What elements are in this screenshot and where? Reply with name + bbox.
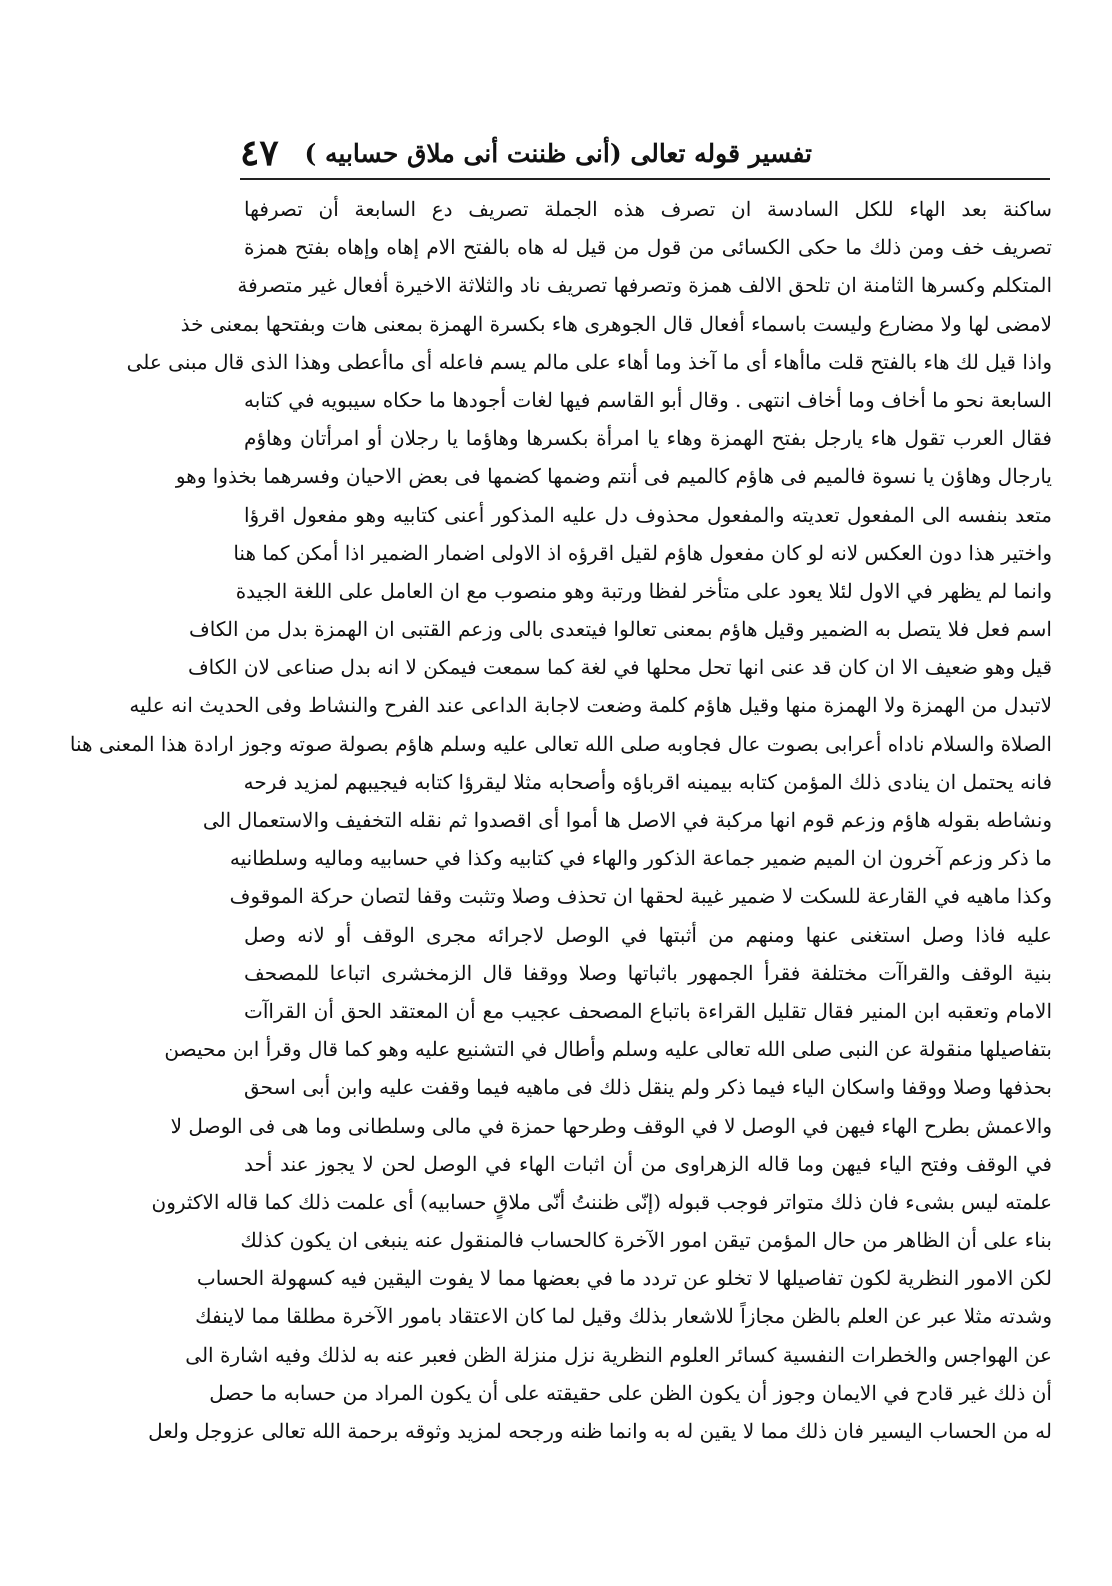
text-line: الامام وتعقبه ابن المنير فقال تقليل القراءة باتباع المصحف عجيب مع أن المعتقد الحق أن القراآت <box>244 998 1052 1023</box>
header-rule <box>240 178 1050 180</box>
text-line: له من الحساب اليسير فان ذلك مما لا يقين له به وانما ظنه ورجحه لمزيد وثوقه برحمة الله تعالى عزوجل ولعل <box>148 1419 1052 1443</box>
text-line: بنية الوقف والقراآت مختلفة فقرأ الجمهور باثباتها وصلا ووقفا قال الزمخشرى اتباعا للمصحف <box>244 960 1052 985</box>
text-line: فانه يحتمل ان ينادى ذلك المؤمن كتابه بيمينه اقرباؤه وأصحابه مثلا ليقرؤا كتابه فيجيبهم لمزيد فرحه <box>243 769 1052 794</box>
text-line: وكذا ماهيه في القارعة للسكت لا ضمير غيبة لحقها ان تحذف وصلا وتثبت وقفا لتصان حركة الموقوف <box>229 884 1052 909</box>
text-line: تصريف خف ومن ذلك ما حكى الكسائى من قول من قيل له هاه بالفتح الام إهاه وإهاه بفتح همزة <box>244 235 1052 260</box>
body-text <box>69 190 1052 1450</box>
page-number: ٤٧ <box>240 132 279 174</box>
text-line: واذا قيل لك هاء بالفتح قلت ماأهاء أى ما آخذ وما أهاء على مالم يسم فاعله أى ماأعطى وهذا الذى قال مبنى على <box>126 349 1052 374</box>
text-line: ما ذكر وزعم آخرون ان الميم ضمير جماعة الذكور والهاء في كتابيه وكذا في حسابيه وماليه وسلطانيه <box>229 846 1052 871</box>
text-line: الصلاة والسلام ناداه أعرابى بصوت عال فجاوبه صلى الله تعالى عليه وسلم هاؤم بصولة صوته وجوز ارادة هذا المعنى هنا <box>69 731 1052 756</box>
text-line: في الوقف وفتح الياء فيهن وما قاله الزهراوى من أن اثبات الهاء في الوصل لحن لا يجوز عند أحد <box>244 1151 1052 1176</box>
text-line: وشدته مثلا عبر عن العلم بالظن مجازاً للاشعار بذلك وقيل لما كان الاعتقاد بامور الآخرة مطلقا مما لاينفك <box>195 1304 1052 1329</box>
text-line: لاتبدل من الهمزة ولا الهمزة منها وقيل هاؤم كلمة وضعت لاجابة الداعى عند الفرح والنشاط وفى الحديث انه عليه <box>129 693 1052 718</box>
text-line: السابعة نحو ما أخاف وما أخاف انتهى . وقال أبو القاسم فيها لغات أجودها ما حكاه سيبويه في كتابه <box>244 387 1052 412</box>
text-line: بتفاصيلها منقولة عن النبى صلى الله تعالى عليه وسلم وأطال في التشنيع عليه وهو كما قال وقرأ ابن محيصن <box>164 1037 1052 1062</box>
text-line: أن ذلك غير قادح في الايمان وجوز أن يكون الظن على حقيقته على أن يكون المراد من حسابه ما حصل <box>209 1380 1052 1405</box>
text-line: ساكنة بعد الهاء للكل السادسة ان تصرف هذه الجملة تصريف دع السابعة أن تصرفها <box>244 197 1052 221</box>
text-line: عن الهواجس والخطرات النفسية كسائر العلوم النظرية نزل منزلة الظن فعبر عنه به لذلك وفيه اشارة الى <box>185 1342 1052 1367</box>
text-line: اسم فعل فلا يتصل به الضمير وقيل هاؤم بمعنى تعالوا فيتعدى بالى وزعم القتبى ان الهمزة بدل من الكاف <box>189 617 1052 642</box>
text-line: ونشاطه بقوله هاؤم وزعم قوم انها مركبة في الاصل ها أموا أى اقصدوا ثم نقله التخفيف والاستعمال الى <box>202 808 1052 832</box>
header-title: تفسير قوله تعالى (أنى ظننت أنى ملاق حسابيه ) <box>304 138 812 168</box>
text-line: متعد بنفسه الى المفعول تعديته والمفعول محذوف دل عليه المذكور أعنى كتابيه وهو مفعول اقرؤا <box>244 502 1052 527</box>
text-line: وانما لم يظهر في الاول لئلا يعود على متأخر لفظا ورتبة وهو منصوب مع ان العامل على اللغة الجيدة <box>235 578 1052 603</box>
text-line: لكن الامور النظرية لكون تفاصيلها لا تخلو عن تردد ما في بعضها مما لا يفوت اليقين فيه كسهولة الحساب <box>196 1266 1052 1291</box>
text-line: لامضى لها ولا مضارع وليست باسماء أفعال قال الجوهرى هاء بكسرة الهمزة بمعنى هات وبفتحها بمعنى خذ <box>180 311 1052 336</box>
text-line: واختير هذا دون العكس لانه لو كان مفعول هاؤم لقيل اقرؤه اذ الاولى اضمار الضمير اذا أمكن كما هنا <box>233 540 1052 565</box>
page-header <box>240 128 812 178</box>
text-line: قيل وهو ضعيف الا ان كان قد عنى انها تحل محلها في لغة كما سمعت فيمكن لا انه بدل صناعى لان الكاف <box>187 655 1052 680</box>
text-line: بناء على أن الظاهر من حال المؤمن تيقن امور الآخرة كالحساب فالمنقول عنه ينبغى ان يكون كذلك <box>240 1228 1052 1253</box>
text-line: عليه فاذا وصل استغنى عنها ومنهم من أثبتها في الوصل لاجرائه مجرى الوقف أو لانه وصل <box>244 922 1052 947</box>
text-line: والاعمش بطرح الهاء فيهن في الوصل لا في الوقف وطرحها حمزة في مالى وسلطانى وما هى فى الوصل لا <box>170 1113 1052 1138</box>
text-line: فقال العرب تقول هاء يارجل بفتح الهمزة وهاء يا امرأة بكسرها وهاؤما يا رجلان أو امرأتان وهاؤم <box>244 426 1052 451</box>
text-line: علمته ليس بشىء فان ذلك متواتر فوجب قبوله (إنّى ظننتُ أنّى ملاقٍ حسابيه) أى علمت ذلك كما قاله الاكثرون <box>151 1189 1052 1214</box>
text-line: يارجال وهاؤن يا نسوة فالميم فى هاؤم كالميم فى أنتم وضمها كضمها فى بعض الاحيان وفسرهما بخذوا وهو <box>175 464 1052 489</box>
text-line: بحذفها وصلا ووقفا واسكان الياء فيما ذكر ولم ينقل ذلك فى ماهيه فيما وقفت عليه وابن أبى اسحق <box>244 1075 1052 1100</box>
text-line: المتكلم وكسرها الثامنة ان تلحق الالف همزة وتصرفها تصريف ناد والثلاثة الاخيرة أفعال غير متصرفة <box>237 273 1052 298</box>
